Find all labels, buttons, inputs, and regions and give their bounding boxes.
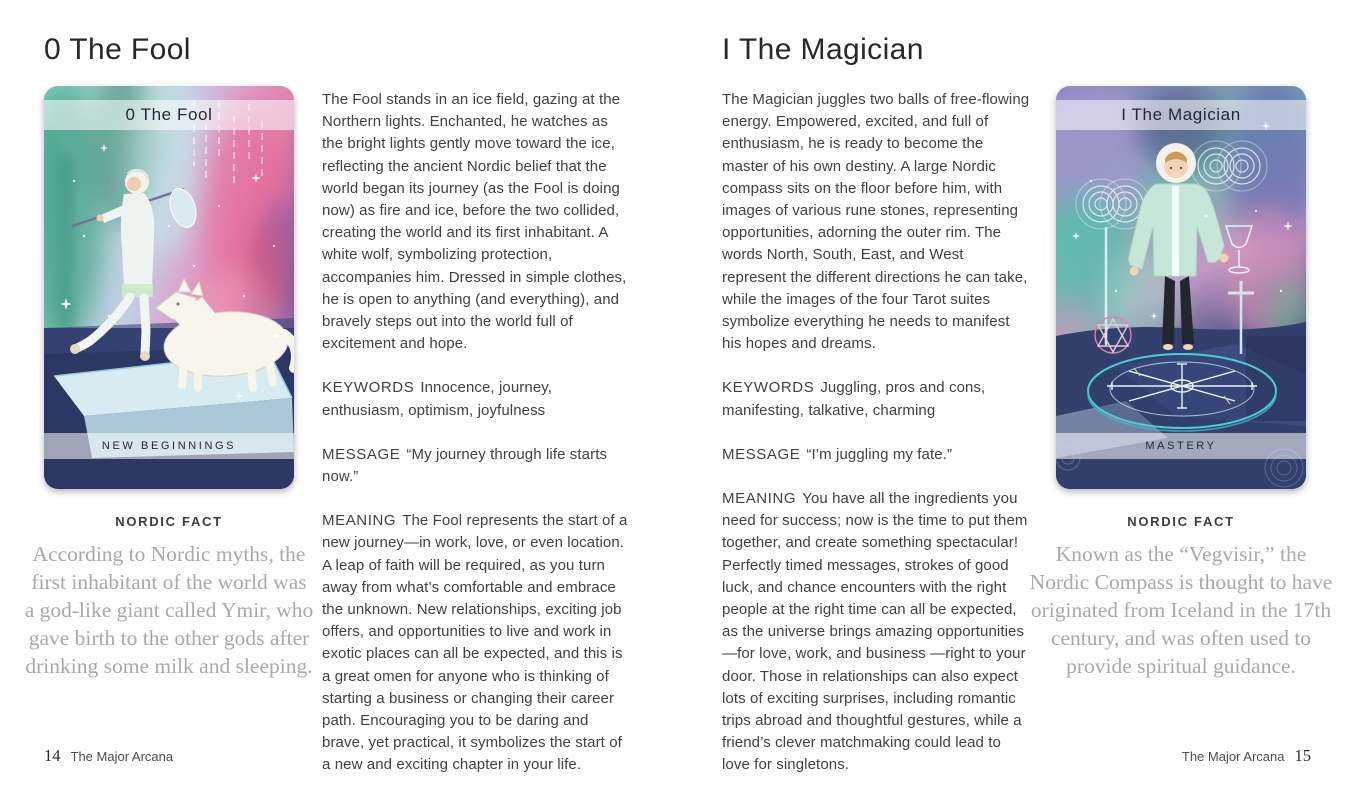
body-text-fool — [322, 89, 628, 799]
keywords-text: Juggling, pros and cons, manifesting, talkative, charming — [722, 379, 986, 419]
intro-paragraph: The Magician juggles two balls of free-flowing energy. Empowered, excited, and full of enthusiasm, he is ready to become the master of his own destiny. A large Nordic compass sits on the floor before him, with images of various rune stones, representing opportunities, adorning the outer rim. The words North, South, East, and West represent the different directions he can take, while the images of the four Tarot suites symbolize everything he needs to manifest his hopes and dreams. — [722, 91, 1030, 353]
keywords-paragraph — [322, 377, 628, 421]
message-paragraph — [722, 444, 1030, 466]
card-caption-text: MASTERY — [1145, 440, 1217, 452]
keywords-paragraph — [722, 377, 1030, 421]
page-title-magician: I The Magician — [722, 33, 924, 66]
nordic-fact-label: NORDIC FACT — [1127, 514, 1235, 529]
footer-left — [44, 746, 173, 766]
meaning-label: MEANING — [322, 512, 397, 530]
meaning-paragraph — [322, 510, 628, 776]
body-text-magician — [722, 89, 1030, 799]
tarot-card-fool — [44, 86, 294, 489]
message-label: MESSAGE — [322, 445, 401, 463]
tarot-card-magician — [1056, 86, 1306, 489]
nordic-fact-magician — [1026, 514, 1336, 680]
meaning-text: You have all the ingredients you need for success; now is the time to put them together, and create something spectacular! Perfectly timed messages, strokes of good luck, and chance encounters with the right people at the right time can all be expected, as the universe brings amazing opportunities—for love, work, and business —right to your door. Those in relationships can also expect lots of exciting surprises, including romantic trips abroad and thoughtful gestures, while a friend’s clever matchmaking could lead to love for singletons. — [722, 490, 1028, 774]
message-label: MESSAGE — [722, 445, 801, 463]
card-caption-band — [1056, 433, 1306, 459]
card-title-text: I The Magician — [1121, 105, 1241, 124]
page-number: 15 — [1294, 746, 1311, 765]
page-title-fool: 0 The Fool — [44, 33, 191, 66]
nordic-fact-text: According to Nordic myths, the first inhabitant of the world was a god-like giant called Ymir, who gave birth to the other gods after drinking some milk and sleeping. — [24, 542, 314, 678]
footer-right — [1182, 746, 1311, 766]
card-caption-text: NEW BEGINNINGS — [101, 440, 237, 452]
keywords-text: Innocence, journey, enthusiasm, optimism, joyfulness — [322, 379, 553, 419]
meaning-label: MEANING — [722, 490, 797, 508]
card-title-text: 0 The Fool — [125, 105, 213, 124]
magician-card-art — [1056, 86, 1306, 489]
section-title: The Major Arcana — [1181, 749, 1285, 764]
message-text: “My journey through life starts now.” — [322, 445, 608, 486]
keywords-label: KEYWORDS — [322, 379, 415, 397]
keywords-label: KEYWORDS — [722, 379, 815, 397]
intro-paragraph: The Fool stands in an ice field, gazing at the Northern lights. Enchanted, he watches as the bright lights gently move toward the ice, reflecting the ancient Nordic belief that the world began its journey (as the Fool is doing now) as fire and ice, before the two collided, creating the world and its first inhabitant. A white wolf, symbolizing protection, accompanies him. Dressed in simple clothes, he is open to anything (and everything), and bravely steps out into the world full of excitement and hope. — [322, 91, 627, 353]
nordic-fact-label: NORDIC FACT — [115, 514, 223, 529]
card-title-band — [44, 100, 294, 130]
meaning-paragraph — [722, 488, 1030, 777]
page-number: 14 — [44, 746, 61, 765]
message-text: “I’m juggling my fate.” — [806, 445, 953, 463]
nordic-fact-text: Known as the “Vegvisir,” the Nordic Compass is thought to have originated from Iceland in the 17th century, and was often used to provide spiritual guidance. — [1029, 542, 1333, 678]
card-caption-band — [44, 433, 294, 459]
fool-card-art — [44, 86, 294, 489]
nordic-fact-fool — [24, 514, 314, 680]
message-paragraph — [322, 444, 628, 488]
card-title-band — [1056, 100, 1306, 130]
meaning-text: The Fool represents the start of a new journey—in work, love, or even location. A leap of faith will be required, as you turn away from what’s comfortable and embrace the unknown. New relationships, exciting job offers, and opportunities to live and work in exotic places can all be expected, and this is a great omen for anyone who is thinking of starting a business or changing their career path. Encouraging you to be daring and brave, yet practical, it symbolizes the start of a new and exciting chapter in your life. — [322, 512, 628, 774]
section-title: The Major Arcana — [70, 749, 174, 764]
